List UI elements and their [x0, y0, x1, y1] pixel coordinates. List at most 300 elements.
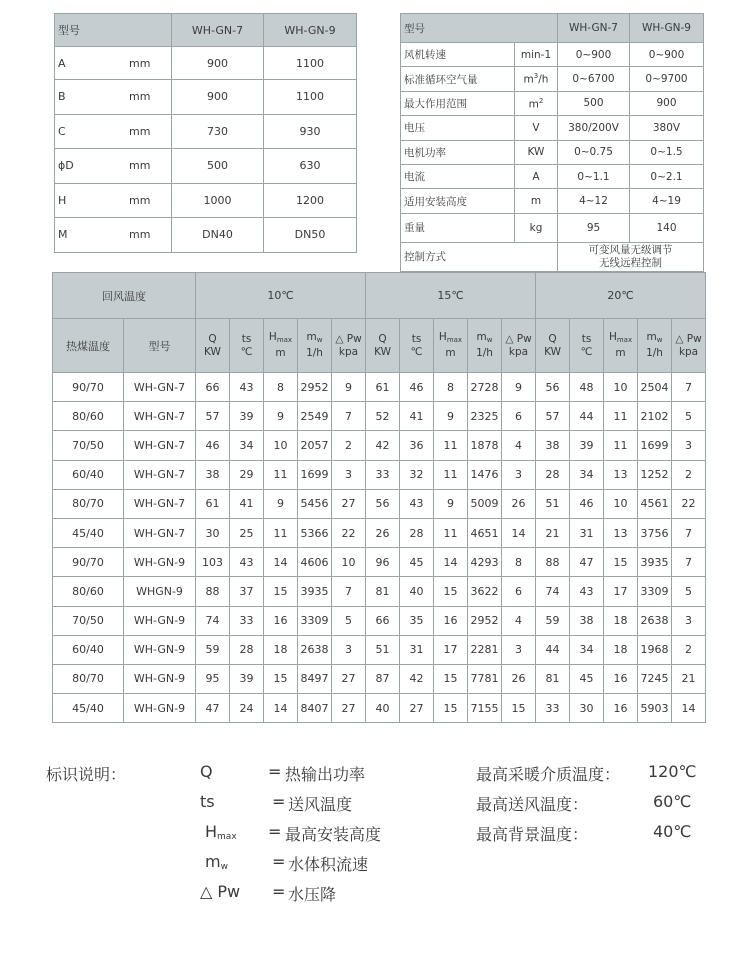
perf-value: 57: [196, 402, 230, 431]
spec-value-7: 95: [558, 213, 630, 242]
perf-value: 5366: [298, 518, 332, 547]
perf-value: 2504: [638, 373, 672, 402]
spec-row: [401, 43, 704, 67]
dim-unit: mm: [129, 56, 151, 70]
perf-value: 27: [332, 489, 366, 518]
perf-value: 21: [672, 664, 706, 693]
col-header-ts: ts ℃: [570, 319, 604, 373]
perf-value: 46: [570, 489, 604, 518]
dim-unit: mm: [129, 159, 151, 173]
perf-value: 17: [434, 635, 468, 664]
perf-value: 36: [400, 431, 434, 460]
perf-value: 2: [672, 460, 706, 489]
perf-value: 9: [264, 489, 298, 518]
perf-value: 3: [332, 635, 366, 664]
dim-value-7: 730: [172, 114, 264, 149]
perf-value: 81: [536, 664, 570, 693]
perf-value: 37: [230, 577, 264, 606]
spec-name: 电压: [401, 116, 515, 140]
perf-value: 3756: [638, 518, 672, 547]
perf-value: 74: [196, 606, 230, 635]
dim-value-7: DN40: [172, 218, 264, 253]
perf-value: 11: [434, 431, 468, 460]
spec-value-9: 0~1.5: [630, 140, 704, 164]
perf-value: 29: [230, 460, 264, 489]
perf-value: 2952: [298, 373, 332, 402]
perf-value: 1968: [638, 635, 672, 664]
medium-temp: 45/40: [53, 694, 124, 723]
table-row: [53, 489, 706, 518]
perf-value: 11: [604, 402, 638, 431]
perf-value: 43: [570, 577, 604, 606]
spec-control-value: [558, 242, 704, 271]
spec-unit-suffix: /h: [538, 73, 549, 86]
spec-name: 重量: [401, 213, 515, 242]
spec-value-7: 0~900: [558, 43, 630, 67]
model: WH-GN-7: [124, 431, 196, 460]
perf-value: 51: [366, 635, 400, 664]
perf-value: 5456: [298, 489, 332, 518]
perf-value: 3622: [468, 577, 502, 606]
dim-cell-name: [55, 149, 172, 184]
dim-name: A: [58, 56, 66, 70]
perf-value: 2638: [298, 635, 332, 664]
perf-value: 42: [400, 664, 434, 693]
perf-value: 15: [604, 548, 638, 577]
dim-cell-name: [55, 80, 172, 115]
medium-temp: 80/70: [53, 489, 124, 518]
perf-value: 15: [434, 664, 468, 693]
model: WH-GN-7: [124, 518, 196, 547]
legend-symbol-text: ts: [200, 792, 215, 811]
legend-description: 水体积流速: [288, 855, 369, 874]
perf-value: 38: [536, 431, 570, 460]
spec-value-9: 140: [630, 213, 704, 242]
perf-value: 59: [536, 606, 570, 635]
perf-value: 28: [400, 518, 434, 547]
perf-value: 18: [604, 635, 638, 664]
col-header-hmax: $H_{max}$ m: [604, 319, 638, 373]
perf-value: 15: [264, 577, 298, 606]
perf-value: 7781: [468, 664, 502, 693]
limit-value: 40℃: [653, 822, 692, 841]
perf-value: 56: [366, 489, 400, 518]
spec-value-7: 500: [558, 91, 630, 115]
perf-value: 8: [264, 373, 298, 402]
spec-value-9: 380V: [630, 116, 704, 140]
dim-unit: mm: [129, 90, 151, 104]
perf-header-row-1: [53, 273, 706, 319]
perf-value: 2952: [468, 606, 502, 635]
legend-equals: =: [268, 762, 282, 781]
dim-cell-name: [55, 183, 172, 218]
perf-value: 6: [502, 577, 536, 606]
dimension-row: [55, 218, 357, 253]
spec-unit-text: m: [528, 98, 539, 111]
col-header-pw: △ Pw kpa: [672, 319, 706, 373]
legend-symbol: [200, 882, 240, 901]
spec-value-9: 0~9700: [630, 67, 704, 91]
perf-value: 26: [502, 489, 536, 518]
perf-value: 2057: [298, 431, 332, 460]
perf-value: 16: [604, 694, 638, 723]
perf-value: 34: [230, 431, 264, 460]
perf-value: 8407: [298, 694, 332, 723]
perf-value: 88: [536, 548, 570, 577]
perf-value: 14: [264, 694, 298, 723]
dimension-row: [55, 183, 357, 218]
perf-value: 44: [536, 635, 570, 664]
perf-value: 5: [672, 577, 706, 606]
perf-value: 28: [230, 635, 264, 664]
dim-name: B: [58, 90, 66, 104]
legend-equals: =: [272, 792, 286, 811]
medium-temp: 90/70: [53, 548, 124, 577]
perf-value: 3: [502, 635, 536, 664]
perf-value: 48: [570, 373, 604, 402]
perf-value: 34: [570, 635, 604, 664]
perf-value: 22: [672, 489, 706, 518]
perf-value: 2281: [468, 635, 502, 664]
legend-symbol-sub: w: [220, 862, 228, 872]
dim-unit: mm: [129, 228, 151, 242]
legend-symbol: [205, 852, 228, 872]
perf-value: 11: [264, 518, 298, 547]
perf-value: 39: [230, 402, 264, 431]
spec-name: 标准循环空气量: [401, 67, 515, 91]
model: WH-GN-9: [124, 606, 196, 635]
dim-header-model-7: WH-GN-7: [172, 14, 264, 47]
col-header-pw: △ Pw kpa: [332, 319, 366, 373]
legend-symbol: [200, 792, 215, 811]
spec-control-line-2: 无线远程控制: [599, 256, 662, 269]
perf-value: 51: [536, 489, 570, 518]
spec-header-model-7: WH-GN-7: [558, 14, 630, 43]
dim-name: M: [58, 228, 68, 242]
spec-row: [401, 189, 704, 213]
dimension-table: [54, 13, 357, 253]
spec-unit-exponent: 2: [538, 96, 544, 105]
perf-value: 3: [502, 460, 536, 489]
perf-value: 17: [604, 577, 638, 606]
dim-name: H: [58, 193, 67, 207]
dim-cell-name: [55, 47, 172, 80]
perf-value: 13: [604, 518, 638, 547]
perf-value: 39: [230, 664, 264, 693]
table-row: [53, 518, 706, 547]
legend-description: 最高安装高度: [285, 825, 382, 844]
perf-value: 11: [434, 460, 468, 489]
dim-value-9: 1100: [264, 47, 357, 80]
perf-value: 7155: [468, 694, 502, 723]
legend-symbol-text: Q: [200, 762, 213, 781]
perf-value: 33: [366, 460, 400, 489]
perf-value: 38: [570, 606, 604, 635]
table-row: [53, 606, 706, 635]
perf-value: 3935: [638, 548, 672, 577]
spec-control-line-1: 可变风量无级调节: [588, 243, 673, 256]
model: WH-GN-7: [124, 402, 196, 431]
perf-value: 88: [196, 577, 230, 606]
spec-name: 适用安装高度: [401, 189, 515, 213]
dimension-row: [55, 80, 357, 115]
legend-symbol-sub: max: [217, 832, 237, 842]
perf-value: 1878: [468, 431, 502, 460]
legend-equals: =: [272, 882, 286, 901]
spec-value-9: 0~2.1: [630, 164, 704, 188]
perf-value: 40: [366, 694, 400, 723]
perf-value: 16: [604, 664, 638, 693]
medium-temp-label: 热煤温度: [53, 319, 124, 373]
perf-value: 2638: [638, 606, 672, 635]
perf-value: 7: [672, 548, 706, 577]
col-header-mw: $m_w$ 1/h: [468, 319, 502, 373]
performance-table: [52, 272, 706, 723]
perf-value: 3: [332, 460, 366, 489]
medium-temp: 45/40: [53, 518, 124, 547]
spec-value-7: 380/200V: [558, 116, 630, 140]
limit-value: 120℃: [648, 762, 697, 781]
dim-value-7: 900: [172, 80, 264, 115]
dim-value-9: 1200: [264, 183, 357, 218]
perf-value: 66: [196, 373, 230, 402]
perf-value: 45: [400, 548, 434, 577]
spec-name: 最大作用范围: [401, 91, 515, 115]
model: WH-GN-7: [124, 373, 196, 402]
perf-value: 66: [366, 606, 400, 635]
dim-value-7: 1000: [172, 183, 264, 218]
perf-value: 42: [366, 431, 400, 460]
col-header-q: Q KW: [366, 319, 400, 373]
dim-value-9: 630: [264, 149, 357, 184]
perf-value: 27: [400, 694, 434, 723]
perf-value: 41: [230, 489, 264, 518]
perf-value: 9: [332, 373, 366, 402]
dim-value-7: 500: [172, 149, 264, 184]
dim-unit: mm: [129, 193, 151, 207]
table-row: [53, 460, 706, 489]
perf-value: 31: [400, 635, 434, 664]
dimension-header-row: [55, 14, 357, 47]
perf-value: 32: [400, 460, 434, 489]
perf-value: 4651: [468, 518, 502, 547]
perf-value: 27: [332, 664, 366, 693]
perf-value: 1699: [298, 460, 332, 489]
dim-value-9: 1100: [264, 80, 357, 115]
perf-value: 8: [502, 548, 536, 577]
model: WH-GN-7: [124, 460, 196, 489]
table-row: [53, 402, 706, 431]
perf-value: 33: [536, 694, 570, 723]
perf-value: 14: [672, 694, 706, 723]
spec-row: [401, 164, 704, 188]
perf-value: 1252: [638, 460, 672, 489]
model: WHGN-9: [124, 577, 196, 606]
perf-value: 5903: [638, 694, 672, 723]
temp-10: 10℃: [196, 273, 366, 319]
perf-value: 16: [264, 606, 298, 635]
perf-value: 26: [366, 518, 400, 547]
spec-unit-text: m: [523, 73, 534, 86]
perf-value: 3: [672, 431, 706, 460]
limit-label: 最高背景温度：: [476, 825, 589, 844]
spec-row: [401, 116, 704, 140]
table-row: [53, 577, 706, 606]
perf-value: 46: [400, 373, 434, 402]
spec-row: [401, 140, 704, 164]
perf-value: 10: [332, 548, 366, 577]
model-label: 型号: [124, 319, 196, 373]
spec-row: [401, 213, 704, 242]
perf-value: 4: [502, 606, 536, 635]
perf-value: 3309: [298, 606, 332, 635]
perf-value: 59: [196, 635, 230, 664]
dim-header-label: 型号: [55, 14, 172, 47]
legend-description: 水压降: [288, 885, 337, 904]
perf-value: 26: [502, 664, 536, 693]
perf-value: 8497: [298, 664, 332, 693]
perf-value: 7245: [638, 664, 672, 693]
spec-unit: kg: [515, 213, 558, 242]
perf-value: 57: [536, 402, 570, 431]
perf-value: 10: [264, 431, 298, 460]
perf-value: 15: [264, 664, 298, 693]
perf-value: 18: [604, 606, 638, 635]
perf-value: 2: [332, 431, 366, 460]
medium-temp: 70/50: [53, 606, 124, 635]
dim-name: ϕD: [58, 159, 74, 173]
temp-20: 20℃: [536, 273, 706, 319]
spec-value-7: 0~6700: [558, 67, 630, 91]
dimension-row: [55, 47, 357, 80]
spec-unit: m: [515, 189, 558, 213]
perf-value: 10: [604, 489, 638, 518]
perf-value: 10: [604, 373, 638, 402]
perf-value: 1476: [468, 460, 502, 489]
perf-value: 21: [536, 518, 570, 547]
dim-unit: mm: [129, 124, 151, 138]
legend-symbol-text: m: [205, 852, 221, 871]
perf-value: 8: [434, 373, 468, 402]
perf-value: 40: [400, 577, 434, 606]
perf-value: 22: [332, 518, 366, 547]
legend-symbol: [200, 762, 213, 781]
perf-value: 5009: [468, 489, 502, 518]
spec-value-9: 900: [630, 91, 704, 115]
col-header-mw: $m_w$ 1/h: [298, 319, 332, 373]
spec-value-9: 0~900: [630, 43, 704, 67]
dim-value-9: DN50: [264, 218, 357, 253]
perf-value: 2325: [468, 402, 502, 431]
spec-header-model-9: WH-GN-9: [630, 14, 704, 43]
perf-value: 2728: [468, 373, 502, 402]
return-temp-label: 回风温度: [53, 273, 196, 319]
perf-value: 1699: [638, 431, 672, 460]
col-header-hmax: $H_{max}$ m: [264, 319, 298, 373]
perf-value: 33: [230, 606, 264, 635]
perf-value: 47: [570, 548, 604, 577]
perf-value: 52: [366, 402, 400, 431]
perf-value: 103: [196, 548, 230, 577]
spec-value-7: 0~0.75: [558, 140, 630, 164]
perf-value: 41: [400, 402, 434, 431]
perf-value: 9: [502, 373, 536, 402]
perf-value: 27: [332, 694, 366, 723]
medium-temp: 80/60: [53, 402, 124, 431]
model: WH-GN-9: [124, 635, 196, 664]
spec-row: [401, 91, 704, 115]
perf-value: 35: [400, 606, 434, 635]
col-header-q: Q KW: [196, 319, 230, 373]
perf-value: 96: [366, 548, 400, 577]
table-row: [53, 548, 706, 577]
perf-value: 11: [264, 460, 298, 489]
perf-value: 39: [570, 431, 604, 460]
perf-value: 9: [434, 402, 468, 431]
dim-name: C: [58, 124, 66, 138]
temp-15: 15℃: [366, 273, 536, 319]
spec-unit: [515, 67, 558, 91]
perf-value: 15: [502, 694, 536, 723]
perf-value: 14: [434, 548, 468, 577]
dim-value-9: 930: [264, 114, 357, 149]
perf-value: 61: [366, 373, 400, 402]
dim-cell-name: [55, 114, 172, 149]
table-row: [53, 431, 706, 460]
perf-value: 18: [264, 635, 298, 664]
spec-unit: [515, 91, 558, 115]
perf-value: 30: [570, 694, 604, 723]
perf-value: 9: [264, 402, 298, 431]
model: WH-GN-7: [124, 489, 196, 518]
perf-value: 7: [672, 518, 706, 547]
col-header-pw: △ Pw kpa: [502, 319, 536, 373]
perf-value: 46: [196, 431, 230, 460]
perf-value: 74: [536, 577, 570, 606]
limit-value: 60℃: [653, 792, 692, 811]
dimension-row: [55, 114, 357, 149]
dim-cell-name: [55, 218, 172, 253]
model: WH-GN-9: [124, 694, 196, 723]
perf-value: 25: [230, 518, 264, 547]
legend-title: 标识说明：: [46, 765, 127, 784]
table-row: [53, 664, 706, 693]
perf-value: 47: [196, 694, 230, 723]
legend-symbol-text: H: [205, 822, 218, 841]
perf-value: 44: [570, 402, 604, 431]
spec-value-7: 0~1.1: [558, 164, 630, 188]
perf-value: 15: [434, 577, 468, 606]
perf-value: 43: [230, 548, 264, 577]
spec-name: 风机转速: [401, 43, 515, 67]
spec-name: 电机功率: [401, 140, 515, 164]
perf-value: 28: [536, 460, 570, 489]
perf-value: 30: [196, 518, 230, 547]
perf-value: 11: [604, 431, 638, 460]
spec-header-row: [401, 14, 704, 43]
perf-value: 4: [502, 431, 536, 460]
col-header-ts: ts ℃: [230, 319, 264, 373]
medium-temp: 80/60: [53, 577, 124, 606]
perf-value: 15: [434, 694, 468, 723]
limit-label: 最高采暖介质温度：: [476, 765, 621, 784]
dim-header-model-9: WH-GN-9: [264, 14, 357, 47]
perf-value: 7: [332, 402, 366, 431]
spec-unit: KW: [515, 140, 558, 164]
spec-header-label: 型号: [401, 14, 558, 43]
table-row: [53, 694, 706, 723]
perf-value: 81: [366, 577, 400, 606]
